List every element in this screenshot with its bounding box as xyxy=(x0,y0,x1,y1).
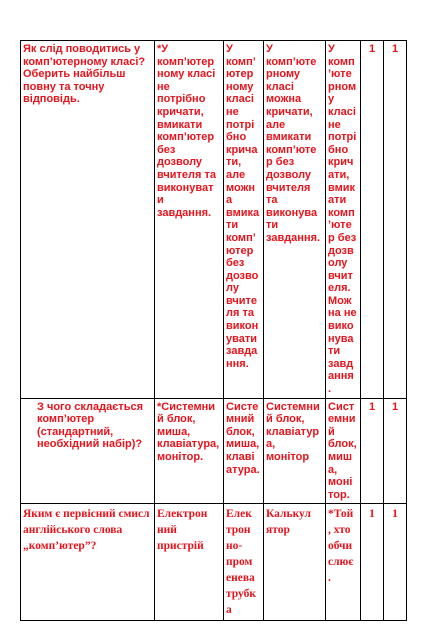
table-row xyxy=(21,504,407,621)
score-cell-2: 1 xyxy=(384,398,407,504)
score-cell-1: 1 xyxy=(361,504,384,621)
answer-cell-d: У комп ’юте рном у класі не потрі бно крич ати, вмик ати комп ’юте р без дозв олу вчит еля. Мож на не вико нува ти завд ання . xyxy=(326,41,361,399)
answer-cell-c: Калькул ятор xyxy=(264,504,326,621)
question-cell: Як слід поводитись у комп’ютерному класі? Оберить найбільш повну та точну відповідь. xyxy=(21,41,155,399)
table-row xyxy=(21,398,407,504)
answer-cell-d: Сист емни й блок, миш а, моні тор. xyxy=(326,398,361,504)
answer-cell-a: *Системни й блок, миша, клавіатура, монітор. xyxy=(155,398,224,504)
answer-cell-c: Системни й блок, клавіатур а, монітор xyxy=(264,398,326,504)
question-cell: З чого складається комп’ютер (стандартний, необхідний набір)? xyxy=(21,398,155,504)
table-row xyxy=(21,41,407,399)
score-cell-2: 1 xyxy=(384,41,407,399)
question-cell: Яким є первісний смисл англійського слова „комп’ютер”? xyxy=(21,504,155,621)
score-cell-1: 1 xyxy=(361,41,384,399)
answer-cell-a: Електрон ний пристрій xyxy=(155,504,224,621)
score-cell-2: 1 xyxy=(384,504,407,621)
answer-cell-d: *Той , хто обчи слює . xyxy=(326,504,361,621)
answer-cell-b: Елек трон но- пром енева трубк а xyxy=(224,504,264,621)
quiz-table xyxy=(20,40,407,621)
answer-cell-b: Систе мний блок, миша, клаві атура. xyxy=(224,398,264,504)
answer-cell-b: У комп’ ютер ному класі не потрі бно крича ти, але можн а вмика ти комп’ ютер без дозво лу вчите ля та викон увати завда ння. xyxy=(224,41,264,399)
answer-cell-a: *У комп’ютер ному класі не потрібно кричати, вмикати комп’ютер без дозволу вчителя та виконуват и завдання. xyxy=(155,41,224,399)
answer-cell-c: У комп’юте рному класі можна кричати, але вмикати комп’юте р без дозволу вчителя та виконува ти завдання. xyxy=(264,41,326,399)
score-cell-1: 1 xyxy=(361,398,384,504)
